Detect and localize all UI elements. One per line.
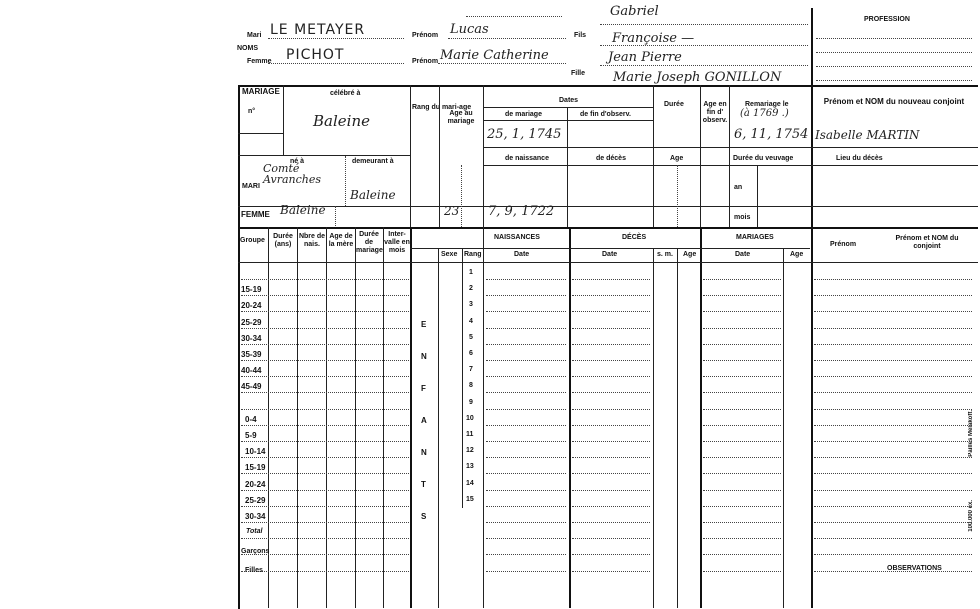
enfants-letter: E xyxy=(421,320,427,329)
fils-3: Jean Pierre xyxy=(608,50,682,65)
enfants-letter: T xyxy=(421,480,426,489)
row-line xyxy=(703,409,781,410)
row-line xyxy=(241,522,409,523)
profession-label: PROFESSION xyxy=(864,16,910,23)
row-line xyxy=(572,490,650,491)
row-line xyxy=(241,425,409,426)
row-line xyxy=(703,441,781,442)
row-line xyxy=(814,473,972,474)
row-line xyxy=(703,392,781,393)
femme-prenom: Marie Catherine xyxy=(440,48,549,63)
row-line xyxy=(814,522,972,523)
row-line xyxy=(241,538,409,539)
row-line xyxy=(572,328,650,329)
group-label: 15-19 xyxy=(241,285,262,294)
fils-1: Gabriel xyxy=(610,4,659,19)
group-label: 25-29 xyxy=(245,496,266,505)
enfants-letter: F xyxy=(421,384,426,393)
group-label: 20-24 xyxy=(245,480,266,489)
deces-label: DÉCÈS xyxy=(622,234,647,241)
row-line xyxy=(703,473,781,474)
remariage-note: (à 1769 .) xyxy=(740,108,789,119)
row-line xyxy=(572,279,650,280)
rank-number: 3 xyxy=(469,301,473,308)
row-line xyxy=(814,295,972,296)
prenom-nom-conjoint-label: Prénom et NOM du conjoint xyxy=(895,235,959,250)
row-line xyxy=(814,409,972,410)
row-line xyxy=(241,473,409,474)
row-line xyxy=(241,279,409,280)
row-line xyxy=(814,279,972,280)
row-line xyxy=(241,457,409,458)
row-line xyxy=(703,490,781,491)
enfants-letter: N xyxy=(421,352,427,361)
rank-number: 7 xyxy=(469,366,473,373)
row-line xyxy=(703,279,781,280)
enfants-letter: N xyxy=(421,448,427,457)
row-line xyxy=(814,360,972,361)
rank-number: 13 xyxy=(466,463,474,470)
row-line xyxy=(703,506,781,507)
row-line xyxy=(572,554,650,555)
row-line xyxy=(486,344,566,345)
noms-label: NOMS xyxy=(237,45,258,52)
row-line xyxy=(486,506,566,507)
mariage-date-label: Date xyxy=(735,251,751,258)
row-line xyxy=(703,360,781,361)
fille-1: Marie Joseph GONILLON xyxy=(613,70,782,85)
duree-ans-label: Durée (ans) xyxy=(273,233,293,248)
fils-label: Fils xyxy=(574,32,587,39)
no-label: n° xyxy=(248,108,256,115)
row-line xyxy=(703,457,781,458)
age-fin-label: Age en fin d' observ. xyxy=(702,101,728,124)
total-label: Total xyxy=(246,528,263,535)
row-line xyxy=(703,311,781,312)
lieu-deces-label: Lieu du décès xyxy=(836,155,883,162)
row-line xyxy=(486,360,566,361)
femme-row-label: FEMME xyxy=(241,210,270,219)
row-line xyxy=(572,360,650,361)
rank-number: 4 xyxy=(469,318,473,325)
row-line xyxy=(703,554,781,555)
mari-row-label: MARI xyxy=(242,183,260,190)
row-line xyxy=(486,441,566,442)
deces-date-label: Date xyxy=(602,251,618,258)
duree-mariage-label: Durée de mariage xyxy=(356,231,383,254)
row-line xyxy=(572,311,650,312)
row-line xyxy=(814,328,972,329)
group-label: 5-9 xyxy=(245,431,257,440)
row-line xyxy=(241,441,409,442)
row-line xyxy=(486,311,566,312)
row-line xyxy=(486,295,566,296)
row-line xyxy=(703,295,781,296)
mari-label: Mari xyxy=(247,32,262,39)
prenom-femme-label: Prénom xyxy=(412,58,439,65)
row-line xyxy=(572,295,650,296)
naissances-label: NAISSANCES xyxy=(494,234,540,241)
date-mariage: 25, 1, 1745 xyxy=(487,127,562,142)
row-line xyxy=(486,376,566,377)
garcons-label: Garçons xyxy=(241,548,270,555)
sm-label: s. m. xyxy=(657,251,673,258)
row-line xyxy=(572,571,650,572)
row-line xyxy=(486,457,566,458)
remariage-date: 6, 11, 1754 xyxy=(734,127,809,142)
mari-prenom: Lucas xyxy=(450,22,489,37)
row-line xyxy=(486,490,566,491)
fils-2: Françoise — xyxy=(612,31,695,46)
row-line xyxy=(572,538,650,539)
mariage-place: Baleine xyxy=(313,112,370,130)
filles-label: Filles xyxy=(245,567,263,574)
age-mariage-label: Age au mariage xyxy=(447,110,475,125)
prenom-label: Prénom xyxy=(830,241,857,248)
femme-ne: Baleine xyxy=(280,203,326,217)
rang-col-label: Rang xyxy=(464,251,482,258)
mari-ne: Comté Avranches xyxy=(263,162,322,186)
group-label: 20-24 xyxy=(241,301,262,310)
row-line xyxy=(486,554,566,555)
row-line xyxy=(486,571,566,572)
intervalle-label: Inter-valle en mois xyxy=(384,231,410,254)
row-line xyxy=(241,506,409,507)
conjoint-name: Isabelle MARTIN xyxy=(815,128,920,142)
row-line xyxy=(572,457,650,458)
age-mere-label: Age de la mère xyxy=(328,233,354,248)
rank-number: 8 xyxy=(469,382,473,389)
dates-label: Dates xyxy=(559,97,579,104)
mari-demeurant: Baleine xyxy=(350,188,396,202)
row-line xyxy=(814,490,972,491)
row-line xyxy=(241,328,409,329)
row-line xyxy=(814,554,972,555)
duree-label: Durée xyxy=(664,101,684,108)
row-line xyxy=(241,344,409,345)
femme-naissance: 7, 9, 1722 xyxy=(488,204,555,219)
rank-number: 2 xyxy=(469,285,473,292)
row-line xyxy=(572,409,650,410)
row-line xyxy=(703,328,781,329)
de-deces-label: de décès xyxy=(596,155,626,162)
group-label: 45-49 xyxy=(241,382,262,391)
row-line xyxy=(572,392,650,393)
group-label: 40-44 xyxy=(241,366,262,375)
celebre-label: célébré à xyxy=(330,90,361,97)
row-line xyxy=(572,425,650,426)
femme-name: PICHOT xyxy=(286,47,345,63)
row-line xyxy=(241,409,409,410)
row-line xyxy=(814,376,972,377)
enfants-letter: S xyxy=(421,512,427,521)
femme-label: Femme xyxy=(247,58,272,65)
row-line xyxy=(241,571,409,572)
group-label: 30-34 xyxy=(241,334,262,343)
row-line xyxy=(814,441,972,442)
rank-number: 1 xyxy=(469,269,473,276)
nouveau-conjoint-label: Prénom et NOM du nouveau conjoint xyxy=(823,97,965,106)
rank-number: 5 xyxy=(469,334,473,341)
row-line xyxy=(814,506,972,507)
row-line xyxy=(814,571,972,572)
row-line xyxy=(241,311,409,312)
row-line xyxy=(703,344,781,345)
tirage-label: 100.000 ex. xyxy=(968,500,974,532)
group-label: 0-4 xyxy=(245,415,257,424)
row-line xyxy=(572,506,650,507)
rang-label: Rang du mari-age xyxy=(412,104,472,111)
group-label: 25-29 xyxy=(241,318,262,327)
group-label: 35-39 xyxy=(241,350,262,359)
de-naissance-label: de naissance xyxy=(505,155,549,162)
remariage-label: Remariage le xyxy=(745,101,789,108)
mois-label: mois xyxy=(734,214,751,221)
deces-age-label: Age xyxy=(683,251,697,258)
row-line xyxy=(572,441,650,442)
row-line xyxy=(572,473,650,474)
row-line xyxy=(572,376,650,377)
row-line xyxy=(814,311,972,312)
sexe-label: Sexe xyxy=(441,251,458,258)
ne-a-label: né à xyxy=(290,158,305,165)
row-line xyxy=(241,376,409,377)
observations-label: OBSERVATIONS xyxy=(887,565,942,572)
row-line xyxy=(572,344,650,345)
row-line xyxy=(241,490,409,491)
row-line xyxy=(241,360,409,361)
rank-number: 6 xyxy=(469,350,473,357)
row-line xyxy=(814,538,972,539)
row-line xyxy=(814,457,972,458)
an-label: an xyxy=(734,184,743,191)
row-line xyxy=(703,376,781,377)
femme-age: 23 xyxy=(444,204,460,218)
printer-label: Pailles Melakoff. xyxy=(968,410,974,457)
row-line xyxy=(814,392,972,393)
row-line xyxy=(486,409,566,410)
row-line xyxy=(703,425,781,426)
row-line xyxy=(486,522,566,523)
rank-number: 14 xyxy=(466,480,474,487)
row-line xyxy=(814,425,972,426)
fille-label: Fille xyxy=(571,70,586,77)
row-line xyxy=(486,279,566,280)
de-mariage-label: de mariage xyxy=(505,111,542,118)
rank-number: 15 xyxy=(466,496,474,503)
row-line xyxy=(703,571,781,572)
row-line xyxy=(486,425,566,426)
group-label: 30-34 xyxy=(245,512,266,521)
enfants-letter: A xyxy=(421,416,427,425)
group-label: 10-14 xyxy=(245,447,266,456)
groupe-label: Groupe xyxy=(240,237,265,244)
duree-veuvage-label: Durée du veuvage xyxy=(733,155,794,162)
nbre-nais-label: Nbre de nais. xyxy=(298,233,326,248)
mariage-title: MARIAGE xyxy=(242,87,280,96)
row-line xyxy=(486,392,566,393)
row-line xyxy=(703,538,781,539)
age-label: Age xyxy=(670,155,684,162)
rank-number: 12 xyxy=(466,447,474,454)
row-line xyxy=(241,295,409,296)
row-line xyxy=(486,473,566,474)
rank-number: 10 xyxy=(466,415,474,422)
mari-name: LE METAYER xyxy=(270,22,366,38)
rank-number: 11 xyxy=(466,431,474,438)
row-line xyxy=(814,344,972,345)
rank-number: 9 xyxy=(469,399,473,406)
row-line xyxy=(572,522,650,523)
mariages-label: MARIAGES xyxy=(736,234,774,241)
naissance-date-label: Date xyxy=(514,251,530,258)
row-line xyxy=(486,328,566,329)
de-fin-label: de fin d'observ. xyxy=(580,111,631,118)
prenom-mari-label: Prénom xyxy=(412,32,439,39)
mariage-age-label: Age xyxy=(790,251,804,258)
demeurant-label: demeurant à xyxy=(352,158,394,165)
group-label: 15-19 xyxy=(245,463,266,472)
row-line xyxy=(486,538,566,539)
row-line xyxy=(703,522,781,523)
row-line xyxy=(241,392,409,393)
